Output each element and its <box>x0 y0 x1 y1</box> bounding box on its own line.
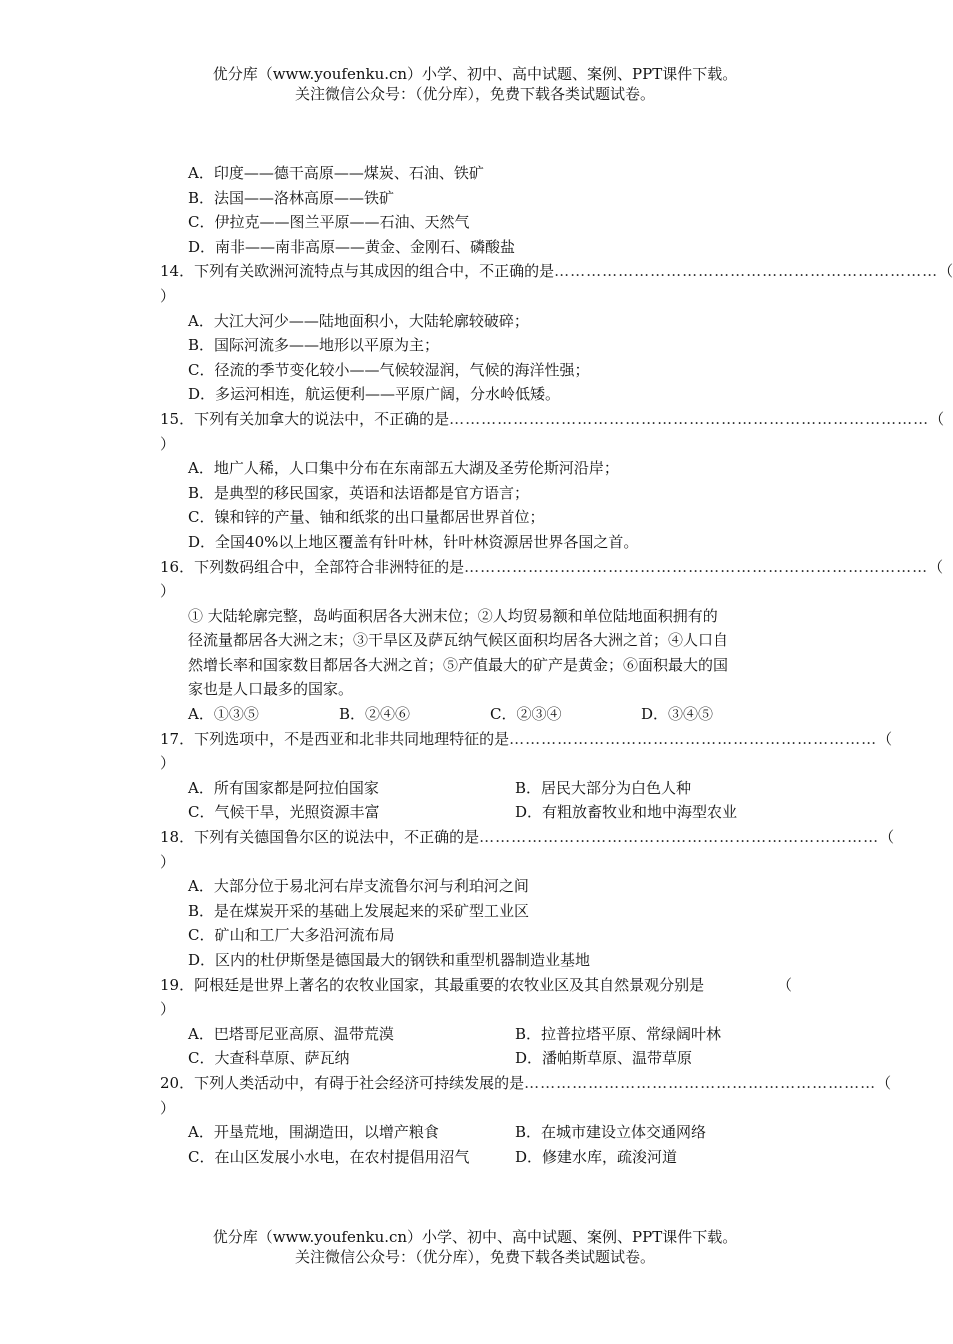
option-c: C．矿山和工厂大多沿河流布局 <box>188 926 395 945</box>
question-16 <box>160 555 944 727</box>
question-20 <box>160 1071 892 1169</box>
answer-paren-open: （ <box>938 262 953 281</box>
leader-dots: …………………………………………………………………………… <box>464 557 929 576</box>
statement-line: 径流量都居各大洲之末；③干旱区及萨瓦纳气候区面积均居各大洲之首；④人口自 <box>188 631 729 650</box>
option-d: D．有粗放畜牧业和地中海型农业 <box>515 803 738 822</box>
option-b: B．②④⑥ <box>339 705 411 724</box>
question-18 <box>160 825 895 973</box>
question-13-options <box>160 161 792 259</box>
option-a: A．所有国家都是阿拉伯国家 <box>188 778 379 797</box>
answer-paren-close: ） <box>160 434 176 453</box>
question-19 <box>160 973 792 1071</box>
answer-paren-open: （ <box>879 828 895 847</box>
leader-dots: ……………………………………………………………………………… <box>449 409 930 428</box>
page-header <box>0 64 950 104</box>
option-b: B．法国——洛林高原——铁矿 <box>188 188 395 207</box>
option-a: A．大部分位于易北河右岸支流鲁尔河与利珀河之间 <box>188 877 529 896</box>
option-c: C．大查科草原、萨瓦纳 <box>188 1049 350 1068</box>
page-footer <box>0 1227 950 1267</box>
option-c: C．伊拉克——图兰平原——石油、天然气 <box>188 213 470 232</box>
option-a: A．地广人稀，人口集中分布在东南部五大湖及圣劳伦斯河沿岸； <box>188 459 619 478</box>
option-b: B．是典型的移民国家，英语和法语都是官方语言； <box>188 483 530 502</box>
question-stem: 17．下列选项中，不是西亚和北非共同地理特征的是 <box>160 729 510 748</box>
statement-line: ① 大陆轮廓完整，岛屿面积居各大洲末位；②人均贸易额和单位陆地面积拥有的 <box>188 606 718 625</box>
answer-paren-close: ） <box>160 754 176 773</box>
question-14 <box>160 259 953 407</box>
option-c: C．径流的季节变化较小——气候较湿润，气候的海洋性强； <box>188 360 590 379</box>
option-b: B．在城市建设立体交通网络 <box>515 1123 707 1142</box>
answer-paren-open: （ <box>776 975 792 994</box>
answer-paren-close: ） <box>160 582 176 601</box>
leader-dots: …………………………………………………………… <box>509 729 878 748</box>
answer-paren-close: ） <box>160 1098 176 1117</box>
question-stem: 16．下列数码组合中，全部符合非洲特征的是 <box>160 557 465 576</box>
option-b: B．居民大部分为白色人种 <box>515 778 692 797</box>
header-line-1: 优分库（www.youfenku.cn）小学、初中、高中试题、案例、PPT课件下载。 <box>212 65 738 83</box>
question-stem: 14．下列有关欧洲河流特点与其成因的组合中，不正确的是 <box>160 262 555 281</box>
option-b: B．拉普拉塔平原、常绿阔叶林 <box>515 1024 722 1043</box>
option-d: D．多运河相连，航运便利——平原广阔，分水岭低矮。 <box>188 385 561 404</box>
option-d: D．南非——南非高原——黄金、金刚石、磷酸盐 <box>188 237 516 256</box>
leader-dots: ………………………………………………………… <box>524 1073 877 1092</box>
answer-paren-close: ） <box>160 286 176 305</box>
answer-paren-close: ） <box>160 852 176 871</box>
leader-dots: ……………………………………………………………… <box>554 262 939 281</box>
question-stem: 18．下列有关德国鲁尔区的说法中，不正确的是 <box>160 828 480 847</box>
option-d: D．区内的杜伊斯堡是德国最大的钢铁和重型机器制造业基地 <box>188 951 591 969</box>
option-b: B．国际河流多——地形以平原为主； <box>188 336 440 355</box>
question-17 <box>160 727 893 825</box>
option-a: A．大江大河少——陆地面积小，大陆轮廓较破碎； <box>188 311 529 330</box>
option-d: D．全国40%以上地区覆盖有针叶林，针叶林资源居世界各国之首。 <box>188 532 639 551</box>
exam-content <box>160 161 953 1169</box>
option-a: A．①③⑤ <box>188 705 259 724</box>
option-d: D．潘帕斯草原、温带草原 <box>515 1049 693 1068</box>
footer-line-1: 优分库（www.youfenku.cn）小学、初中、高中试题、案例、PPT课件下载。 <box>212 1228 738 1246</box>
option-b: B．是在煤炭开采的基础上发展起来的采矿型工业区 <box>188 901 530 920</box>
option-a: A．印度——德干高原——煤炭、石油、铁矿 <box>188 164 484 182</box>
question-stem: 15．下列有关加拿大的说法中，不正确的是 <box>160 409 450 428</box>
option-d: D．修建水库，疏浚河道 <box>515 1147 678 1166</box>
option-d: D．③④⑤ <box>641 705 714 724</box>
option-a: A．开垦荒地，围湖造田，以增产粮食 <box>188 1123 439 1142</box>
answer-paren-open: （ <box>877 729 893 748</box>
question-15 <box>160 407 945 555</box>
footer-line-2: 关注微信公众号：（优分库），免费下载各类试题试卷。 <box>294 1248 655 1266</box>
header-line-2: 关注微信公众号：（优分库），免费下载各类试题试卷。 <box>294 85 655 103</box>
question-stem: 20．下列人类活动中，有碍于社会经济可持续发展的是 <box>160 1073 525 1092</box>
leader-dots: ………………………………………………………………… <box>479 828 880 847</box>
answer-paren-close: ） <box>160 1000 176 1019</box>
option-c: C．在山区发展小水电，在农村提倡用沼气 <box>188 1147 470 1166</box>
question-stem: 19．阿根廷是世界上著名的农牧业国家，其最重要的农牧业区及其自然景观分别是 <box>160 975 705 994</box>
option-c: C．镍和锌的产量、铀和纸浆的出口量都居世界首位； <box>188 508 545 527</box>
option-a: A．巴塔哥尼亚高原、温带荒漠 <box>188 1024 394 1043</box>
answer-paren-open: （ <box>928 557 944 576</box>
statement-line: 家也是人口最多的国家。 <box>188 680 354 699</box>
statement-line: 然增长率和国家数目都居各大洲之首；⑤产值最大的矿产是黄金；⑥面积最大的国 <box>188 655 729 674</box>
answer-paren-open: （ <box>876 1073 892 1092</box>
answer-paren-open: （ <box>929 409 945 428</box>
option-c: C．气候干旱，光照资源丰富 <box>188 803 380 822</box>
option-c: C．②③④ <box>490 705 562 724</box>
